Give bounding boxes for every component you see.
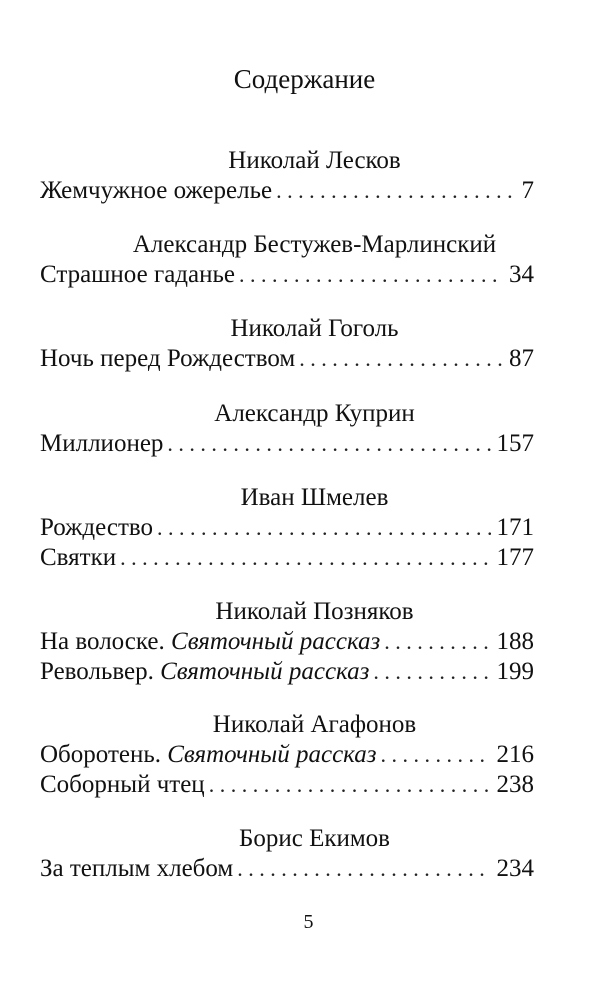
entry-title: На волоске. <box>40 628 172 655</box>
author-section <box>0 399 609 459</box>
toc-entry[interactable] <box>40 429 534 459</box>
entry-title: Святки <box>40 544 117 571</box>
author-name: Николай Гоголь <box>230 315 399 342</box>
author-name: Николай Лесков <box>228 147 401 174</box>
entry-subtitle: Святочный рассказ <box>171 628 381 655</box>
entry-title: Ночь перед Рождеством <box>40 345 296 372</box>
toc-entry[interactable] <box>40 176 534 206</box>
dot-leader <box>120 543 490 573</box>
entry-page-number: 234 <box>496 855 534 882</box>
entry-subtitle: Святочный рассказ <box>167 741 377 768</box>
dot-leader <box>209 770 491 800</box>
page-title: Содержание <box>233 64 376 94</box>
entry-title: Соборный чтец <box>40 771 205 798</box>
entry-page-number: 216 <box>496 741 534 768</box>
entry-page-number: 188 <box>496 628 534 655</box>
entry-title: За теплым хлебом <box>40 855 234 882</box>
author-section <box>0 483 609 573</box>
dot-leader <box>373 657 490 687</box>
toc-entry[interactable] <box>40 344 534 374</box>
toc-entry[interactable] <box>40 770 534 800</box>
author-name: Иван Шмелев <box>240 484 389 511</box>
dot-leader <box>276 176 515 206</box>
dot-leader <box>299 344 503 374</box>
page-number: 5 <box>303 911 314 933</box>
entry-subtitle: Святочный рассказ <box>160 658 370 685</box>
dot-leader <box>157 513 490 543</box>
author-section <box>0 710 609 800</box>
author-section <box>0 314 609 374</box>
author-name: Александр Куприн <box>214 400 415 427</box>
author-name: Николай Агафонов <box>212 711 417 738</box>
entry-title: Страшное гаданье <box>40 261 235 288</box>
author-name: Николай Позняков <box>215 598 414 625</box>
dot-leader <box>167 429 490 459</box>
entry-page-number: 171 <box>496 514 534 541</box>
toc-entry[interactable] <box>40 740 534 770</box>
entry-title: Жемчужное ожерелье <box>40 177 273 204</box>
entry-title: Оборотень. <box>40 741 168 768</box>
toc-entry[interactable] <box>40 543 534 573</box>
author-section <box>0 597 609 687</box>
entry-page-number: 177 <box>496 544 534 571</box>
entry-page-number: 199 <box>496 658 534 685</box>
toc-entry[interactable] <box>40 854 534 884</box>
author-section <box>0 230 609 290</box>
author-section <box>0 146 609 206</box>
author-name: Александр Бестужев-Марлинский <box>132 231 497 258</box>
toc-entry[interactable] <box>40 260 534 290</box>
entry-title: Миллионер <box>40 430 164 457</box>
dot-leader <box>239 260 503 290</box>
entry-page-number: 87 <box>509 345 534 372</box>
entry-title: Рождество <box>40 514 154 541</box>
author-section <box>0 824 609 884</box>
dot-leader <box>384 627 490 657</box>
entry-page-number: 7 <box>521 177 534 204</box>
toc-entry[interactable] <box>40 627 534 657</box>
toc-entry[interactable] <box>40 513 534 543</box>
entry-page-number: 238 <box>496 771 534 798</box>
author-name: Борис Екимов <box>238 825 390 852</box>
entry-page-number: 34 <box>509 261 534 288</box>
entry-page-number: 157 <box>496 430 534 457</box>
dot-leader <box>381 740 491 770</box>
dot-leader <box>237 854 490 884</box>
entry-title: Револьвер. <box>40 658 161 685</box>
toc-entry[interactable] <box>40 657 534 687</box>
